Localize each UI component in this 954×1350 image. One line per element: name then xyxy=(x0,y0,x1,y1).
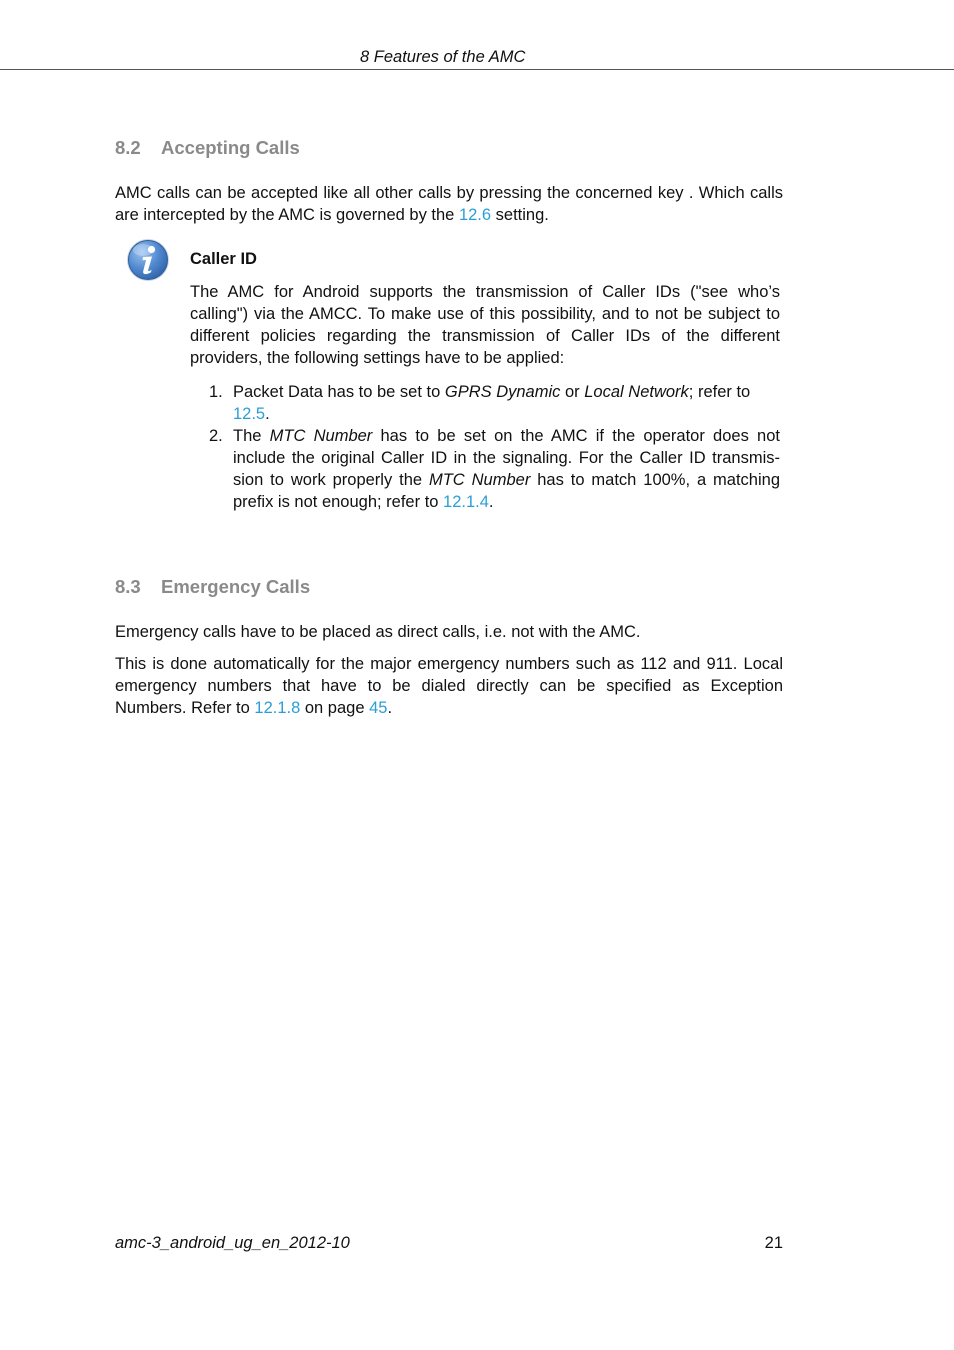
list-text: The xyxy=(233,427,270,445)
list-text: . xyxy=(265,405,270,423)
note-title: Caller ID xyxy=(190,250,257,268)
running-header xyxy=(0,46,954,70)
ref-link-12-1-8[interactable]: 12.1.8 xyxy=(254,699,301,717)
emergency-paragraph-2 xyxy=(115,653,783,719)
emergency-paragraph-1: Emergency calls have to be placed as direct calls, i.e. not with the AMC. xyxy=(115,623,641,641)
paragraph-text: AMC calls can be accepted like all other calls by pressing the concerned key . Which calls are intercepted by the AMC is governed by the xyxy=(115,184,783,224)
ref-link-12-5[interactable]: 12.5 xyxy=(233,405,266,423)
list-text: or xyxy=(560,383,585,401)
settings-list xyxy=(209,381,780,513)
paragraph-text: This is done automatically for the major emergency numbers such as 112 and 911. Local emergency numbers that have to be dialed directly can be specified as Exception Numbers. Refer to xyxy=(115,655,783,717)
note-body: The AMC for Android supports the transmission of Caller IDs ("see who’s calling") via the AMCC. To make use of this possibility, and to not be subject to different policies regarding the transmission of Caller IDs of the different providers, the following settings have to be applied: xyxy=(190,283,780,367)
list-item xyxy=(209,381,780,425)
list-item xyxy=(209,425,780,513)
section-number: 8.2 xyxy=(115,137,141,158)
info-icon xyxy=(126,238,170,282)
emphasis-gprs-dynamic: GPRS Dynamic xyxy=(444,383,561,401)
ref-link-12-6[interactable]: 12.6 xyxy=(458,206,492,224)
running-header-title: 8 Features of the AMC xyxy=(360,48,526,66)
section-title: Emergency Calls xyxy=(161,576,311,597)
footer-doc-id: amc-3_android_ug_en_2012-10 xyxy=(115,1234,350,1252)
paragraph-text: setting. xyxy=(491,206,549,224)
list-text: ; refer to xyxy=(688,383,751,401)
paragraph-text: on page xyxy=(300,699,370,717)
list-text: Packet Data has to be set to xyxy=(233,383,445,401)
footer-page-number: 21 xyxy=(764,1234,783,1252)
accepting-calls-paragraph xyxy=(115,182,783,226)
paragraph-text: . xyxy=(387,699,393,717)
section-heading-accepting-calls xyxy=(115,137,300,159)
section-title: Accepting Calls xyxy=(161,137,300,158)
ref-link-12-1-4[interactable]: 12.1.4 xyxy=(443,493,489,511)
emphasis-mtc-number: MTC Number xyxy=(269,427,373,445)
list-text: has to match 100%, a matching prefix is not enough; refer to xyxy=(233,471,781,511)
page-link-45[interactable]: 45 xyxy=(369,699,388,717)
emphasis-mtc-number: MTC Number xyxy=(428,471,531,489)
emphasis-local-network: Local Network xyxy=(584,383,689,401)
list-marker: 1. xyxy=(209,383,223,401)
list-text: has to be set on the AMC if the operator does not include the original Caller ID in the signaling. For the Caller ID transmis-sion to work properly the xyxy=(233,427,780,489)
section-heading-emergency-calls xyxy=(115,576,310,598)
list-text: . xyxy=(488,493,494,511)
section-number: 8.3 xyxy=(115,576,141,597)
list-marker: 2. xyxy=(209,427,223,445)
